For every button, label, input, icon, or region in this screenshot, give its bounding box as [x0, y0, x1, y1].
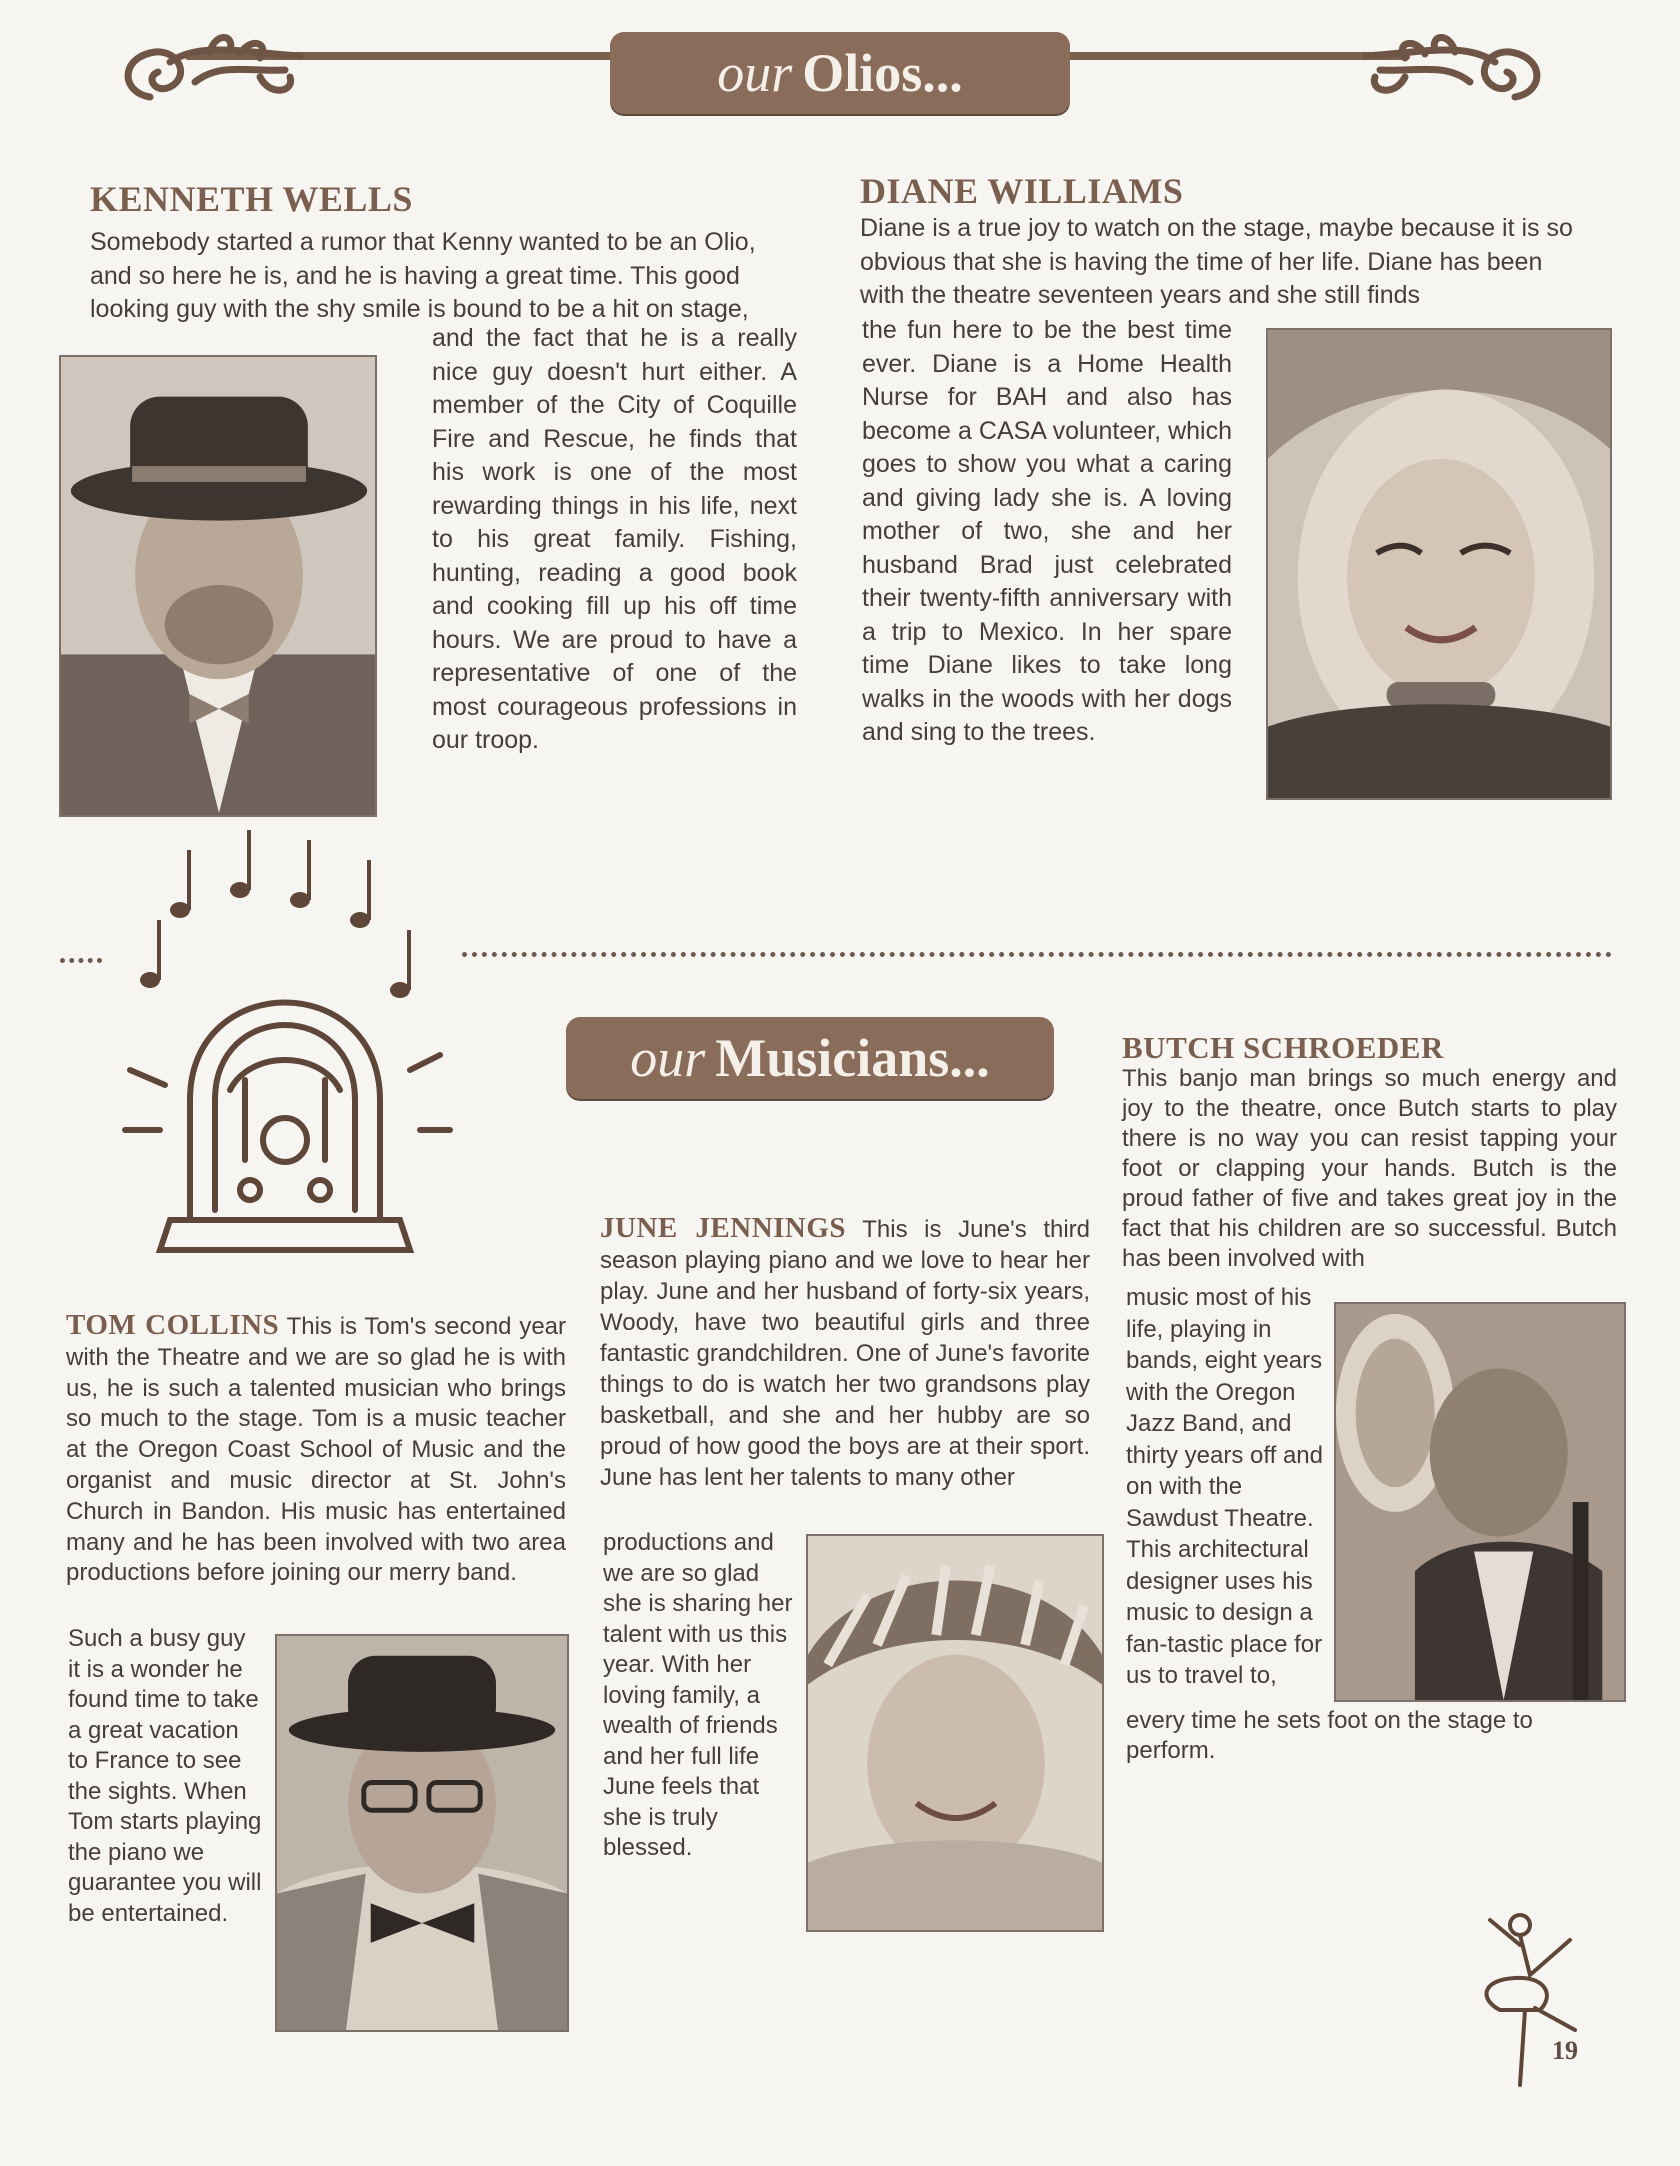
diane-text-side: the fun here to be the best time ever. Diane is a Home Health Nurse for BAH and also has become a CASA volunteer, which goes to show you what a caring and giving lady she is. A loving mother of two, she and her husband Brad just celebrated their twenty-fifth anniversary with a trip to Mexico. In her spare time Diane likes to take long walks in the woods with her dogs and sing to the trees. — [862, 316, 1232, 746]
june-photo — [806, 1534, 1104, 1932]
diane-text-top: Diane is a true joy to watch on the stage, maybe because it is so obvious that she is having the time of her life. Diane has been with the theatre seventeen years and she still finds — [860, 214, 1573, 309]
june-paragraph — [600, 1213, 1090, 1493]
tom-paragraph — [66, 1310, 566, 1589]
butch-text-bottom: every time he sets foot on the stage to perform. — [1126, 1707, 1533, 1764]
radio-music-notes-icon — [110, 830, 460, 1280]
diane-name: DIANE WILLIAMS — [860, 171, 1184, 211]
june-text-top: This is June's third season playing piano and we love to hear her play. June and her husband of forty-six years, Woody, have two beautiful girls and three fantastic grandchildren. One of June's favorite things to do is watch her two grandsons play basketball, and she and her hubby are so proud of how good the boys are at their sport. June has lent her talents to many other — [600, 1216, 1091, 1491]
left-scroll-ornament — [110, 22, 310, 132]
tom-name: TOM COLLINS — [66, 1309, 280, 1341]
butch-text-side: music most of his life, playing in bands, eight years with the Oregon Jazz Band, and thirty years off and on with the Sawdust Theatre. This architectural designer uses his music to design a fan-tastic place for us to travel to, — [1126, 1284, 1323, 1689]
section-divider — [60, 958, 102, 963]
kenneth-text-side: and the fact that he is a really nice guy doesn't hurt either. A member of the City of Coquille Fire and Rescue, he finds that his work is one of the most rewarding things in his life, next to his great family. Fishing, hunting, reading a good book and cooking fill up his off time hours. We are proud to have a representative of one of the most courageous professions in our troop. — [432, 324, 797, 754]
june-name: JUNE JENNINGS — [600, 1212, 847, 1244]
olios-banner-italic: our — [717, 43, 793, 103]
page-number: 19 — [1552, 2036, 1578, 2065]
butch-text-top: This banjo man brings so much energy and joy to the theatre, once Butch starts to play there is no way you can resist tapping your foot or clapping your hands. Butch is the proud father of five and takes great joy in the fact that his children are so successful. Butch has been involved with — [1122, 1065, 1617, 1272]
tom-text-side: Such a busy guy it is a wonder he found time to take a great vacation to France to see the sights. When Tom starts playing the piano we guarantee you will be entertained. — [68, 1625, 262, 1927]
musicians-banner — [566, 1017, 1054, 1099]
musicians-banner-title: Musicians... — [715, 1028, 990, 1088]
musicians-banner-italic: our — [630, 1028, 706, 1088]
right-scroll-ornament — [1355, 22, 1555, 132]
butch-photo — [1334, 1302, 1626, 1702]
olios-banner — [610, 32, 1070, 114]
june-text-side: productions and we are so glad she is sharing her talent with us this year. With her loving family, a wealth of friends and her full life June feels that she is truly blessed. — [603, 1529, 793, 1861]
diane-photo — [1266, 328, 1612, 800]
kenneth-name: KENNETH WELLS — [90, 179, 413, 219]
butch-name: BUTCH SCHROEDER — [1122, 1030, 1444, 1065]
section-divider-right — [462, 952, 1612, 957]
kenneth-text-top: Somebody started a rumor that Kenny wanted to be an Olio, and so here he is, and he is having a great time. This good looking guy with the shy smile is bound to be a hit on stage, — [90, 228, 756, 323]
tom-text-top: This is Tom's second year with the Theatre and we are so glad he is with us, he is such a talented musician who brings so much to the stage. Tom is a music teacher at the Oregon Coast School of Music and the organist and music director at St. John's Church in Bandon. His music has entertained many and he has been involved with two area productions before joining our merry band. — [66, 1313, 567, 1587]
tom-photo — [275, 1634, 569, 2032]
kenneth-photo — [59, 355, 377, 817]
olios-banner-title: Olios... — [802, 43, 963, 103]
dancer-icon — [1460, 1900, 1600, 2090]
